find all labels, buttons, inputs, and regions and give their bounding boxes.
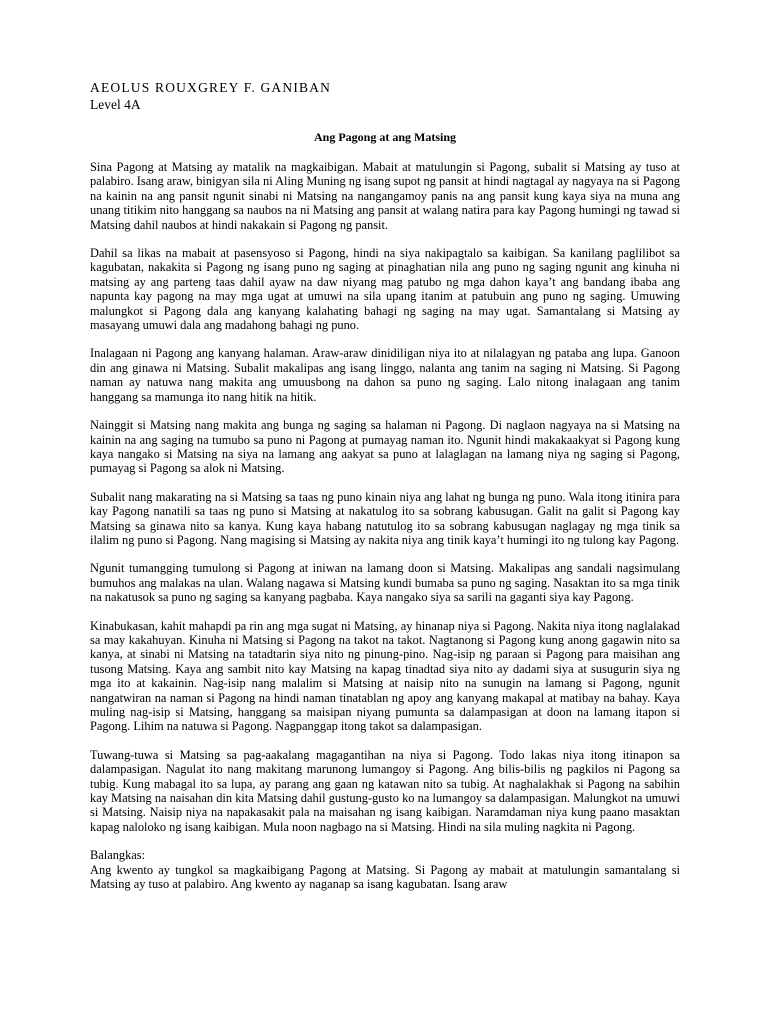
author-name: AEOLUS ROUXGREY F. GANIBAN (90, 80, 332, 95)
outline-text: Ang kwento ay tungkol sa magkaibigang Pagong at Matsing. Si Pagong ay mabait at matulungin samantalang si Matsing ay tuso at palabiro. Ang kwento ay naganap sa isang kagubatan. Isang araw (90, 862, 680, 892)
paragraph-7: Kinabukasan, kahit mahapdi pa rin ang mga sugat ni Matsing, ay hinanap niya si Pagong. Nakita niya itong naglalakad sa may kakahuyan. Kinuha ni Matsing si Pagong na takot na takot. Nagtanong si Pagong kung anong gagawin nito sa kanya, at sinabi ni Matsing na tatadtarin siya nito ng pinung-pino. Nag-isip ng paraan si Pagong para maisihan ang tusong Matsing. Kaya ang sambit nito kay Matsing na kapag tinadtad siya nito ay dadami siya at susugurin siya ng mga ito at kakainin. Nag-isip nang malalim si Matsing at naisip nito na sunugin na lamang si Pagong, ngunit nangatwiran na naman si Pagong na hindi naman tinatablan ng apoy ang kanyang makapal at matibay na bahay. Kaya muling nag-isip si Matsing, hanggang sa maisipan niyang pumunta sa dalampasigan at doon na lamang itapon si Pagong. Lihim na natuwa si Pagong. Nagpanggap itong takot sa dalampasigan. (90, 618, 680, 734)
student-level: Level 4A (90, 97, 141, 112)
paragraph-3: Inalagaan ni Pagong ang kanyang halaman. Araw-araw dinidiligan niya ito at nilalagyan ng pataba ang lupa. Ganoon din ang ginawa ni Matsing. Subalit makalipas ang isang linggo, nalanta ang tanim na saging ni Matsing. Si Pagong naman ay natuwa nang makita ang umuusbong na dahon sa puno ng saging. Lalo nitong inalagaan ang tanim hanggang sa mamunga ito nang hitik na hitik. (90, 346, 680, 404)
paragraph-4: Nainggit si Matsing nang makita ang bunga ng saging sa halaman ni Pagong. Di naglaon nagyaya na si Matsing na kainin na ang saging na tumubo sa puno ni Pagong at pumayag naman ito. Ngunit hindi makakaakyat si Pagong kung kaya nangako si Matsing na siya na lamang ang aakyat sa puno at lalaglagan na lamang niya ng saging si Pagong, pumayag si Pagong sa alok ni Matsing. (90, 418, 680, 476)
document-page (90, 79, 680, 891)
outline-label: Balangkas: (90, 848, 146, 863)
paragraph-8: Tuwang-tuwa si Matsing sa pag-aakalang magagantihan na niya si Pagong. Todo lakas niya itong itinapon sa dalampasigan. Nagulat ito nang makitang marunong lumangoy si Pagong. Ang bilis-bilis ng pagkilos ni Pagong sa tubig. Kung mabagal ito sa lupa, ay parang ang gaan ng katawan nito sa tubig. At naghalakhak si Pagong na sabihin kay Matsing na naisahan din kita Matsing dahil gustung-gusto ko na lumangoy sa dalampasigan. Malungkot na umuwi si Matsing. Naisip niya na napakasakit pala na maisahan ng isang kaibigan. Naramdaman niya kung paano masaktan kapag naloloko ng isang kaibigan. Mula noon nagbago na si Matsing. Hindi na sila muling nagkita ni Pagong. (90, 747, 680, 834)
paragraph-5: Subalit nang makarating na si Matsing sa taas ng puno kinain niya ang lahat ng bunga ng puno. Wala itong itinira para kay Pagong nanatili sa taas ng puno si Matsing at nakatulog ito sa sobrang kabusugan. Galit na galit si Pagong kay Matsing sa ginawa nito sa kanya. Kung kaya habang natutulog ito sa sobrang kabusugan naglagay ng mga tinik sa ilalim ng puno si Pagong. Nang magising si Matsing ay nakita niya ang tinik kaya’t humingi ito ng tulong kay Pagong. (90, 489, 680, 547)
story-title: Ang Pagong at ang Matsing (313, 130, 456, 144)
paragraph-1: Sina Pagong at Matsing ay matalik na magkaibigan. Mabait at matulungin si Pagong, subalit si Matsing ay tuso at palabiro. Isang araw, binigyan sila ni Aling Muning ng isang supot ng pansit at hindi nagtagal ay nagyaya na si Pagong na kainin na ang pansit ngunit sinabi ni Matsing na nangangamoy panis na ang pansit kung kaya siya na muna ang unang titikim nito hanggang sa naubos na ni Matsing ang pansit at walang natira para kay Pagong humingi ng tawad si Matsing dahil naubos at hindi nakakain si Pagong ng pansit. (90, 160, 680, 232)
paragraph-6: Ngunit tumangging tumulong si Pagong at iniwan na lamang doon si Matsing. Makalipas ang sandali nagsimulang bumuhos ang malakas na ulan. Walang nagawa si Matsing kundi bumaba sa puno ng saging. Nasaktan ito sa mga tinik na nakatusok sa puno ng saging sa kanyang pagbaba. Kaya nangako siya sa sarili na gaganti siya kay Pagong. (90, 561, 680, 605)
paragraph-2: Dahil sa likas na mabait at pasensyoso si Pagong, hindi na siya nakipagtalo sa kaibigan. Sa kanilang paglilibot sa kagubatan, nakakita si Pagong ng isang puno ng saging at pinaghatian nila ang puno ng saging ngunit ang kinuha ni matsing ay ang parteng taas dahil ayaw na daw niyang mag patubo ng mga dahon kaya’t ang bandang ibaba ang napunta kay pagong na may mga ugat at umuwi na sila upang itanim at patubuin ang puno ng saging. Umuwing malungkot si Pagong dala ang kanyang kalahating bahagi ng saging na may ugat. Samantalang si Matsing ay masayang umuwi dala ang madahong bahagi ng puno. (90, 246, 680, 333)
